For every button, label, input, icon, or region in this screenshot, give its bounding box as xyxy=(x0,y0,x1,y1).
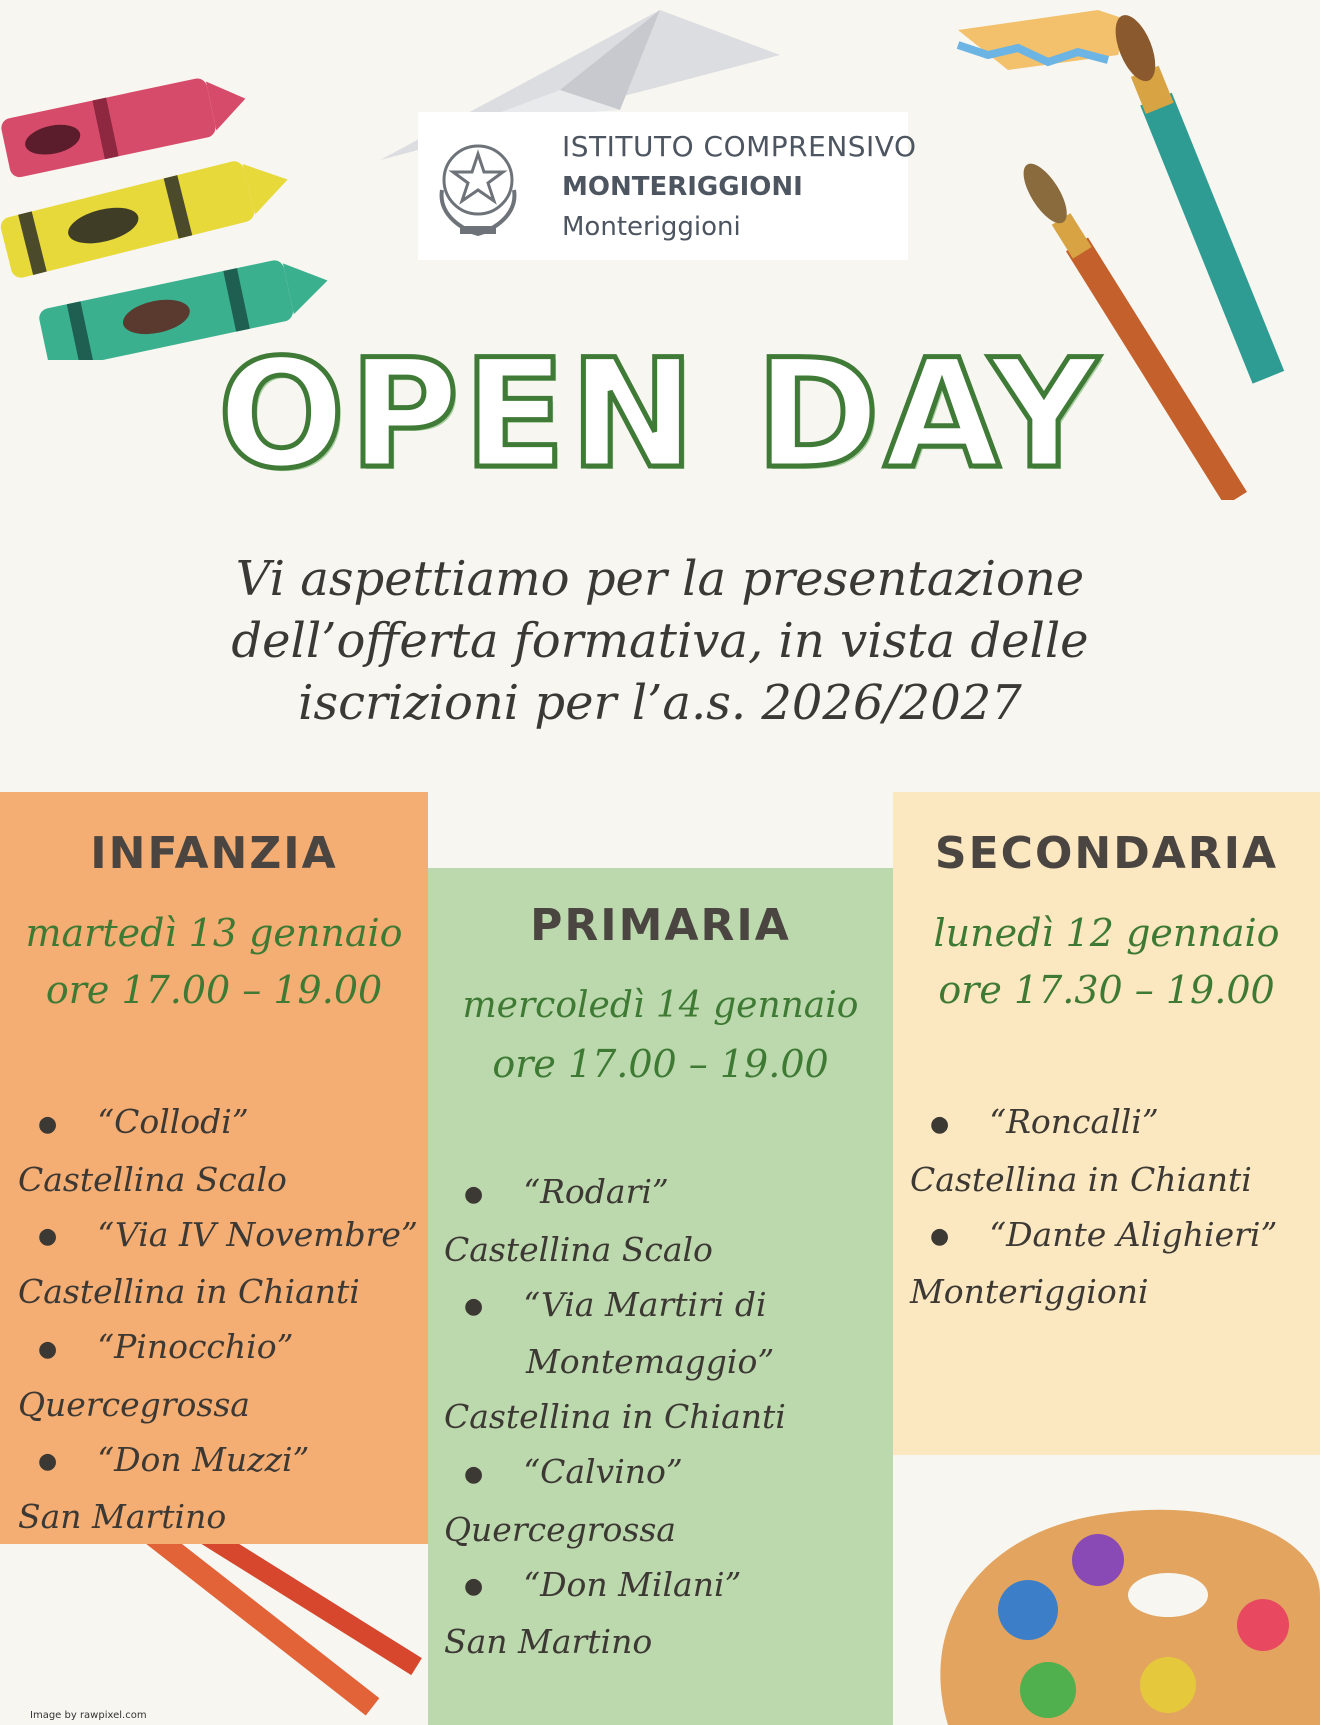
secondaria-date: lunedì 12 gennaio xyxy=(933,911,1280,955)
paint-palette-illustration xyxy=(918,1475,1320,1725)
school-name-continued: Montemaggio” xyxy=(526,1342,775,1381)
primaria-time: ore 17.00 – 19.00 xyxy=(492,1042,829,1086)
infanzia-heading: INFANZIA xyxy=(90,828,338,879)
school-place: Castellina in Chianti xyxy=(444,1397,786,1436)
infanzia-school-list xyxy=(18,1094,428,1544)
image-credit: Image by rawpixel.com xyxy=(30,1710,147,1721)
secondaria-heading: SECONDARIA xyxy=(934,828,1279,879)
school-name: ● “Pinocchio” xyxy=(18,1319,428,1377)
infanzia-time: ore 17.00 – 19.00 xyxy=(45,968,383,1012)
school-place: San Martino xyxy=(444,1622,653,1661)
school-name: ● “Calvino” xyxy=(444,1444,889,1502)
invitation-line-3: iscrizioni per l’a.s. 2026/2027 xyxy=(298,675,1022,731)
school-name: ● “Via IV Novembre” xyxy=(18,1207,428,1265)
school-name: ● “Don Muzzi” xyxy=(18,1432,428,1490)
school-place: San Martino xyxy=(18,1497,227,1536)
school-place: Castellina Scalo xyxy=(444,1229,713,1269)
invitation-line-2: dell’offerta formativa, in vista delle xyxy=(231,613,1089,669)
school-place: Castellina in Chianti xyxy=(18,1272,360,1311)
institute-name: MONTERIGGIONI xyxy=(562,172,803,202)
school-name: ● “Roncalli” xyxy=(910,1094,1315,1152)
italian-republic-emblem-icon xyxy=(428,130,528,242)
school-name: ● “Dante Alighieri” xyxy=(910,1207,1315,1265)
institute-type: ISTITUTO COMPRENSIVO xyxy=(562,130,917,163)
primaria-school-list xyxy=(444,1164,889,1669)
secondaria-school-list xyxy=(910,1094,1315,1319)
invitation-text xyxy=(150,548,1170,734)
school-name: ● “Don Milani” xyxy=(444,1557,889,1615)
school-place: Castellina in Chianti xyxy=(910,1159,1252,1199)
school-place: Monteriggioni xyxy=(910,1272,1149,1311)
school-name: ● “Rodari” xyxy=(444,1164,889,1222)
primaria-heading: PRIMARIA xyxy=(530,900,791,951)
page-title: OPEN DAY xyxy=(217,328,1103,502)
secondaria-time: ore 17.30 – 19.00 xyxy=(938,968,1275,1012)
school-place: Castellina Scalo xyxy=(18,1159,287,1199)
crayons-illustration xyxy=(0,40,340,360)
infanzia-date: martedì 13 gennaio xyxy=(25,911,403,955)
primaria-date: mercoledì 14 gennaio xyxy=(462,985,859,1026)
school-place: Quercegrossa xyxy=(444,1509,676,1549)
school-name: ● “Via Martiri di xyxy=(444,1277,889,1335)
school-name: ● “Collodi” xyxy=(18,1094,428,1152)
school-place: Quercegrossa xyxy=(18,1384,250,1424)
invitation-line-1: Vi aspettiamo per la presentazione xyxy=(235,551,1085,607)
institute-location: Monteriggioni xyxy=(562,212,741,242)
